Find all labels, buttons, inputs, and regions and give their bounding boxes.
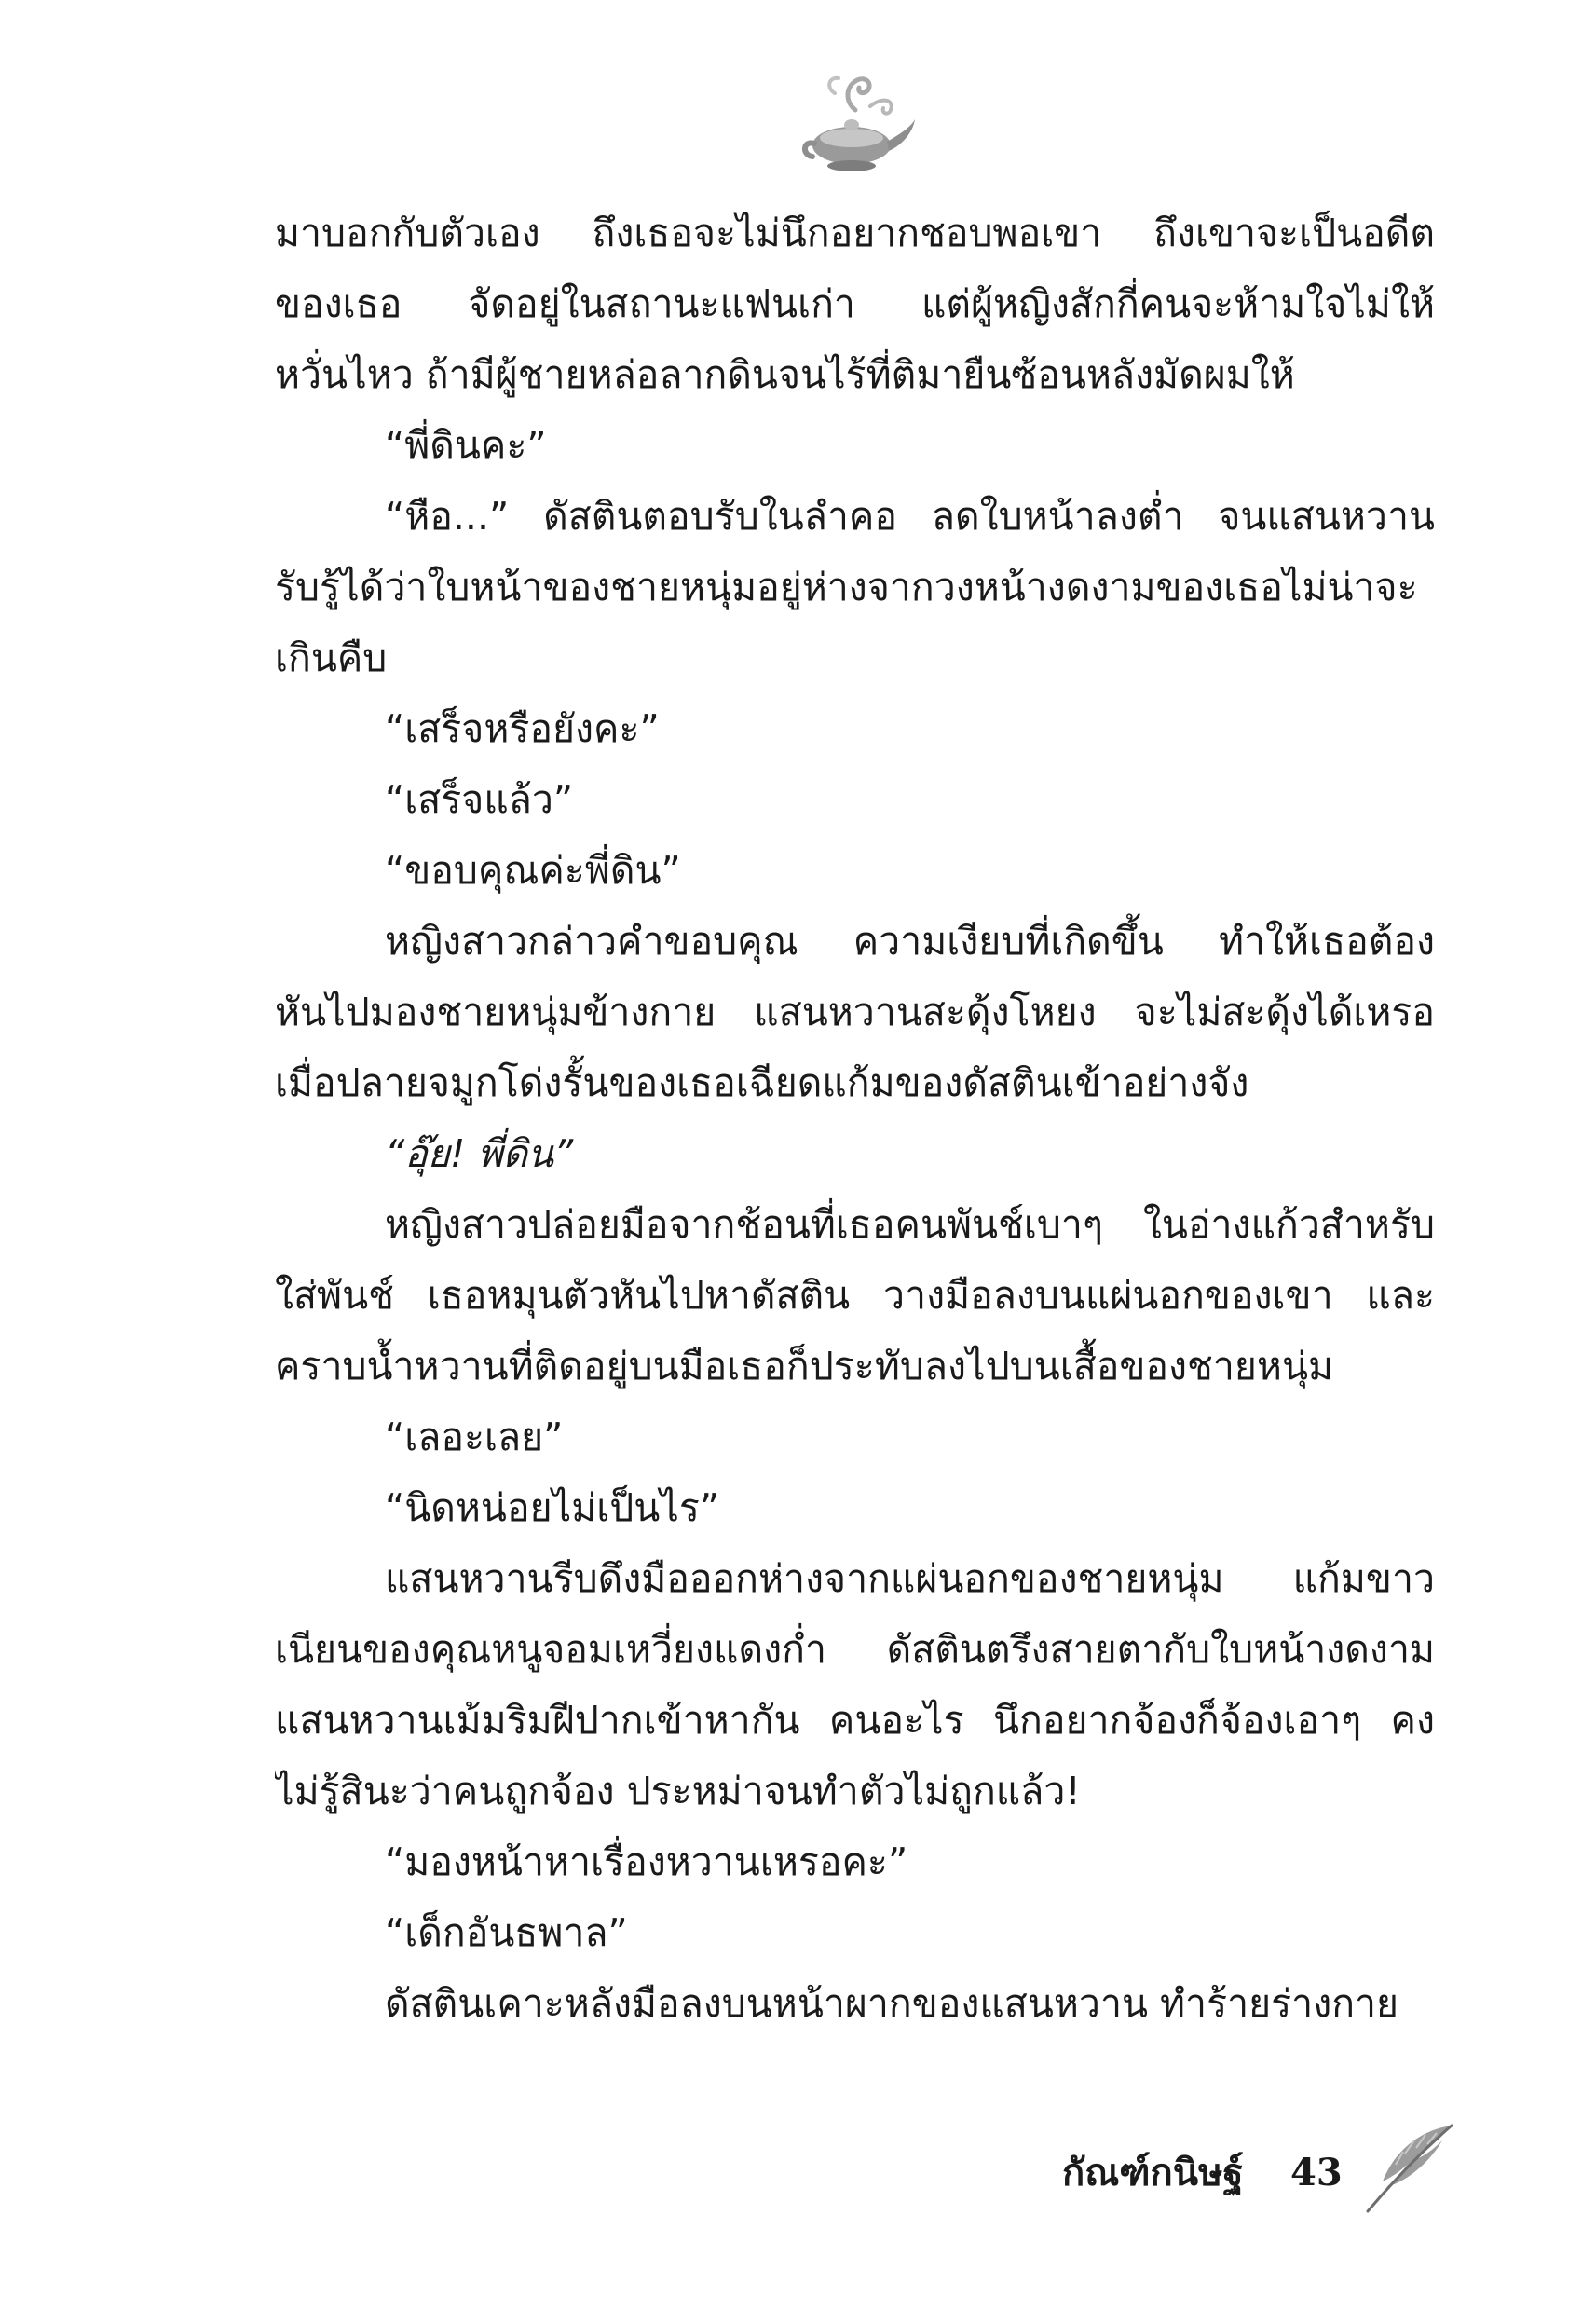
paragraph-start: หญิงสาวกล่าวคำขอบคุณ ความเงียบที่เกิดขึ้น ทำให้เธอต้อง (385, 919, 1435, 964)
text-line: เมื่อปลายจมูกโด่งรั้นของเธอเฉียดแก้มของดัสตินเข้าอย่างจัง (275, 1060, 1249, 1105)
text-line: หวั่นไหว ถ้ามีผู้ชายหล่อลากดินจนไร้ที่ติมายืนซ้อนหลังมัดผมให้ (275, 352, 1295, 397)
text-line: ใส่พันช์ เธอหมุนตัวหันไปหาดัสติน วางมือลงบนแผ่นอกของเขา และ (275, 1273, 1435, 1318)
page-number: 43 (1290, 2151, 1343, 2195)
paragraph-start: หญิงสาวปล่อยมือจากช้อนที่เธอคนพันช์เบาๆ ในอ่างแก้วสำหรับ (385, 1202, 1435, 1247)
page-body (275, 198, 1435, 2039)
text-line: ของเธอ จัดอยู่ในสถานะแฟนเก่า แต่ผู้หญิงสักกี่คนจะห้ามใจไม่ให้ (275, 281, 1435, 326)
dialogue-line: “เสร็จหรือยังคะ” (385, 706, 660, 751)
text-line: เกินคืบ (275, 636, 388, 680)
dialogue-line: “พี่ดินคะ” (385, 423, 547, 468)
text-line: ไม่รู้สินะว่าคนถูกจ้อง ประหม่าจนทำตัวไม่ถูกแล้ว! (275, 1769, 1081, 1813)
text-line: มาบอกกับตัวเอง ถึงเธอจะไม่นึกอยากชอบพอเขา ถึงเขาจะเป็นอดีต (275, 211, 1435, 255)
book-title: กัณฑ์กนิษฐ์ (1062, 2151, 1244, 2195)
text-line: หันไปมองชายหนุ่มข้างกาย แสนหวานสะดุ้งโหยง จะไม่สะดุ้งได้เหรอ (275, 990, 1435, 1034)
page-footer (1062, 2120, 1463, 2222)
dialogue-line: “มองหน้าหาเรื่องหวานเหรอคะ” (385, 1839, 908, 1884)
text-line: รับรู้ได้ว่าใบหน้าของชายหนุ่มอยู่ห่างจากวงหน้างดงามของเธอไม่น่าจะ (275, 565, 1418, 609)
feather-icon (1358, 2120, 1461, 2218)
dialogue-line: “เด็กอันธพาล” (385, 1910, 628, 1955)
text-line: แสนหวานเม้มริมฝีปากเข้าหากัน คนอะไร นึกอยากจ้องก็จ้องเอาๆ คง (275, 1698, 1435, 1743)
dialogue-line: “อุ๊ย! พี่ดิน” (385, 1131, 574, 1176)
text-line: คราบน้ำหวานที่ติดอยู่บนมือเธอก็ประทับลงไปบนเสื้อของชายหนุ่ม (275, 1344, 1334, 1388)
text-line: เนียนของคุณหนูจอมเหวี่ยงแดงก่ำ ดัสตินตรึงสายตากับใบหน้างดงาม (275, 1627, 1435, 1672)
paragraph-start: ดัสตินเคาะหลังมือลงบนหน้าผากของแสนหวาน ทำร้ายร่างกาย (385, 1981, 1399, 2026)
lamp-icon (798, 65, 919, 177)
paragraph-start: แสนหวานรีบดึงมือออกห่างจากแผ่นอกของชายหนุ่ม แก้มขาว (385, 1556, 1435, 1601)
dialogue-line: “เลอะเลย” (385, 1415, 564, 1459)
dialogue-line: “นิดหน่อยไม่เป็นไร” (385, 1485, 720, 1530)
dialogue-line: “ขอบคุณค่ะพี่ดิน” (385, 848, 681, 893)
paragraph-start: “หือ...” ดัสตินตอบรับในลำคอ ลดใบหน้าลงต่ำ จนแสนหวาน (385, 494, 1435, 539)
dialogue-line: “เสร็จแล้ว” (385, 777, 574, 822)
